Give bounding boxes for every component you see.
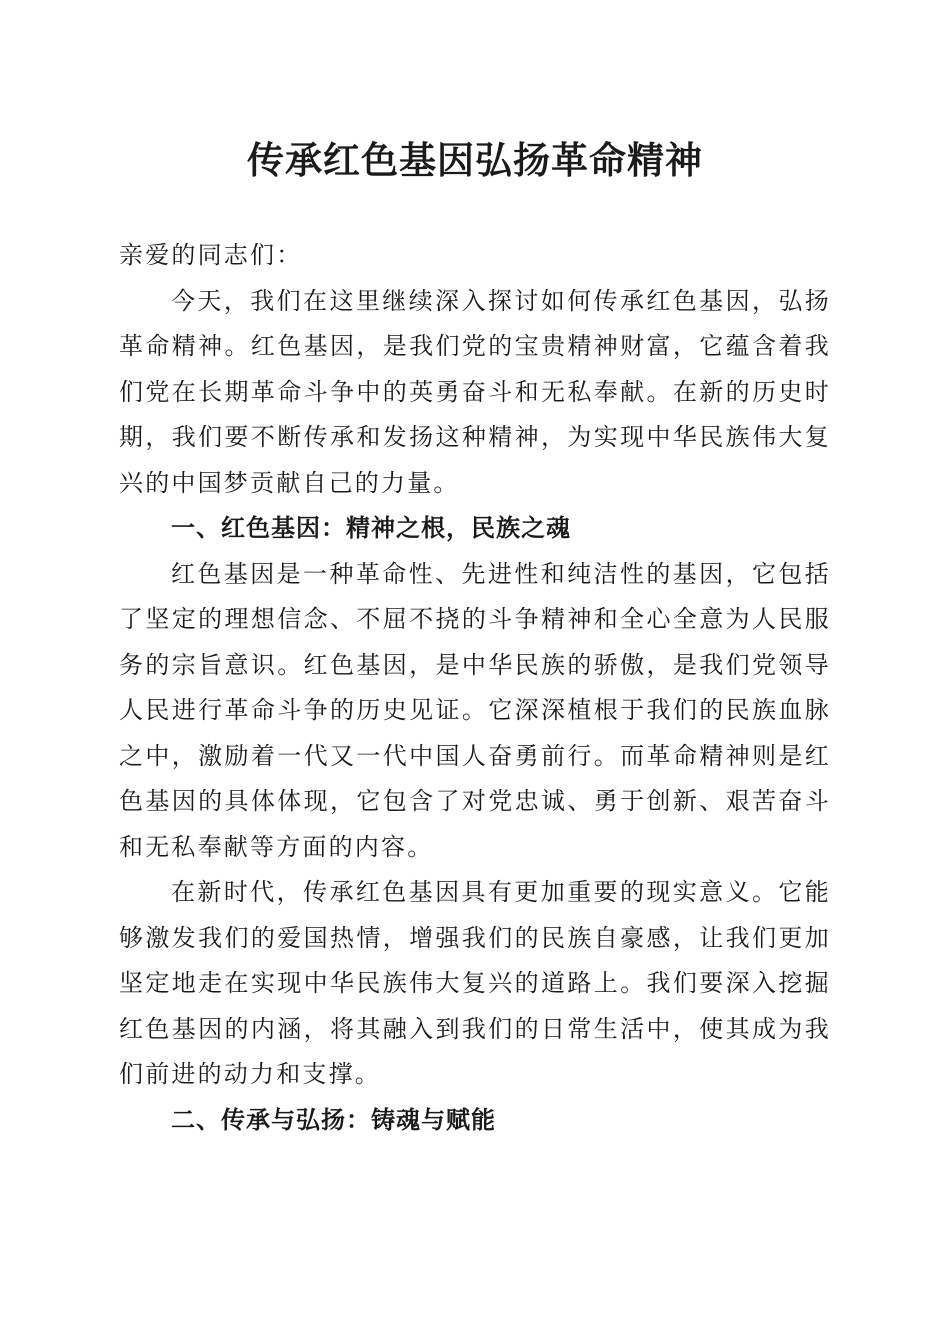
salutation: 亲爱的同志们：	[119, 241, 303, 269]
paragraph-section-1-a: 红色基因是一种革命性、先进性和纯洁性的基因，它包括了坚定的理想信念、不屈不挠的斗争精神和全心全意为人民服务的宗旨意识。红色基因，是中华民族的骄傲，是我们党领导人民进行革命斗争的历史见证。它深深植根于我们的民族血脉之中，激励着一代又一代中国人奋勇前行。而革命精神则是红色基因的具体体现，它包含了对党忠诚、勇于创新、艰苦奋斗和无私奉献等方面的内容。	[119, 559, 831, 861]
paragraph-section-1-b: 在新时代，传承红色基因具有更加重要的现实意义。它能够激发我们的爱国热情，增强我们的民族自豪感，让我们更加坚定地走在实现中华民族伟大复兴的道路上。我们要深入挖掘红色基因的内涵，将其融入到我们的日常生活中，使其成为我们前进的动力和支撑。	[119, 878, 831, 1088]
section-heading-2: 二、传承与弘扬：铸魂与赋能	[171, 1105, 496, 1134]
paragraph-intro: 今天，我们在这里继续深入探讨如何传承红色基因，弘扬革命精神。红色基因，是我们党的宝贵精神财富，它蕴含着我们党在长期革命斗争中的英勇奋斗和无私奉献。在新的历史时期，我们要不断传承和发扬这种精神，为实现中华民族伟大复兴的中国梦贡献自己的力量。	[119, 286, 831, 497]
document-body	[119, 233, 831, 1143]
document-title: 传承红色基因弘扬革命精神	[247, 138, 703, 182]
section-heading-1: 一、红色基因：精神之根，民族之魂	[171, 514, 571, 542]
